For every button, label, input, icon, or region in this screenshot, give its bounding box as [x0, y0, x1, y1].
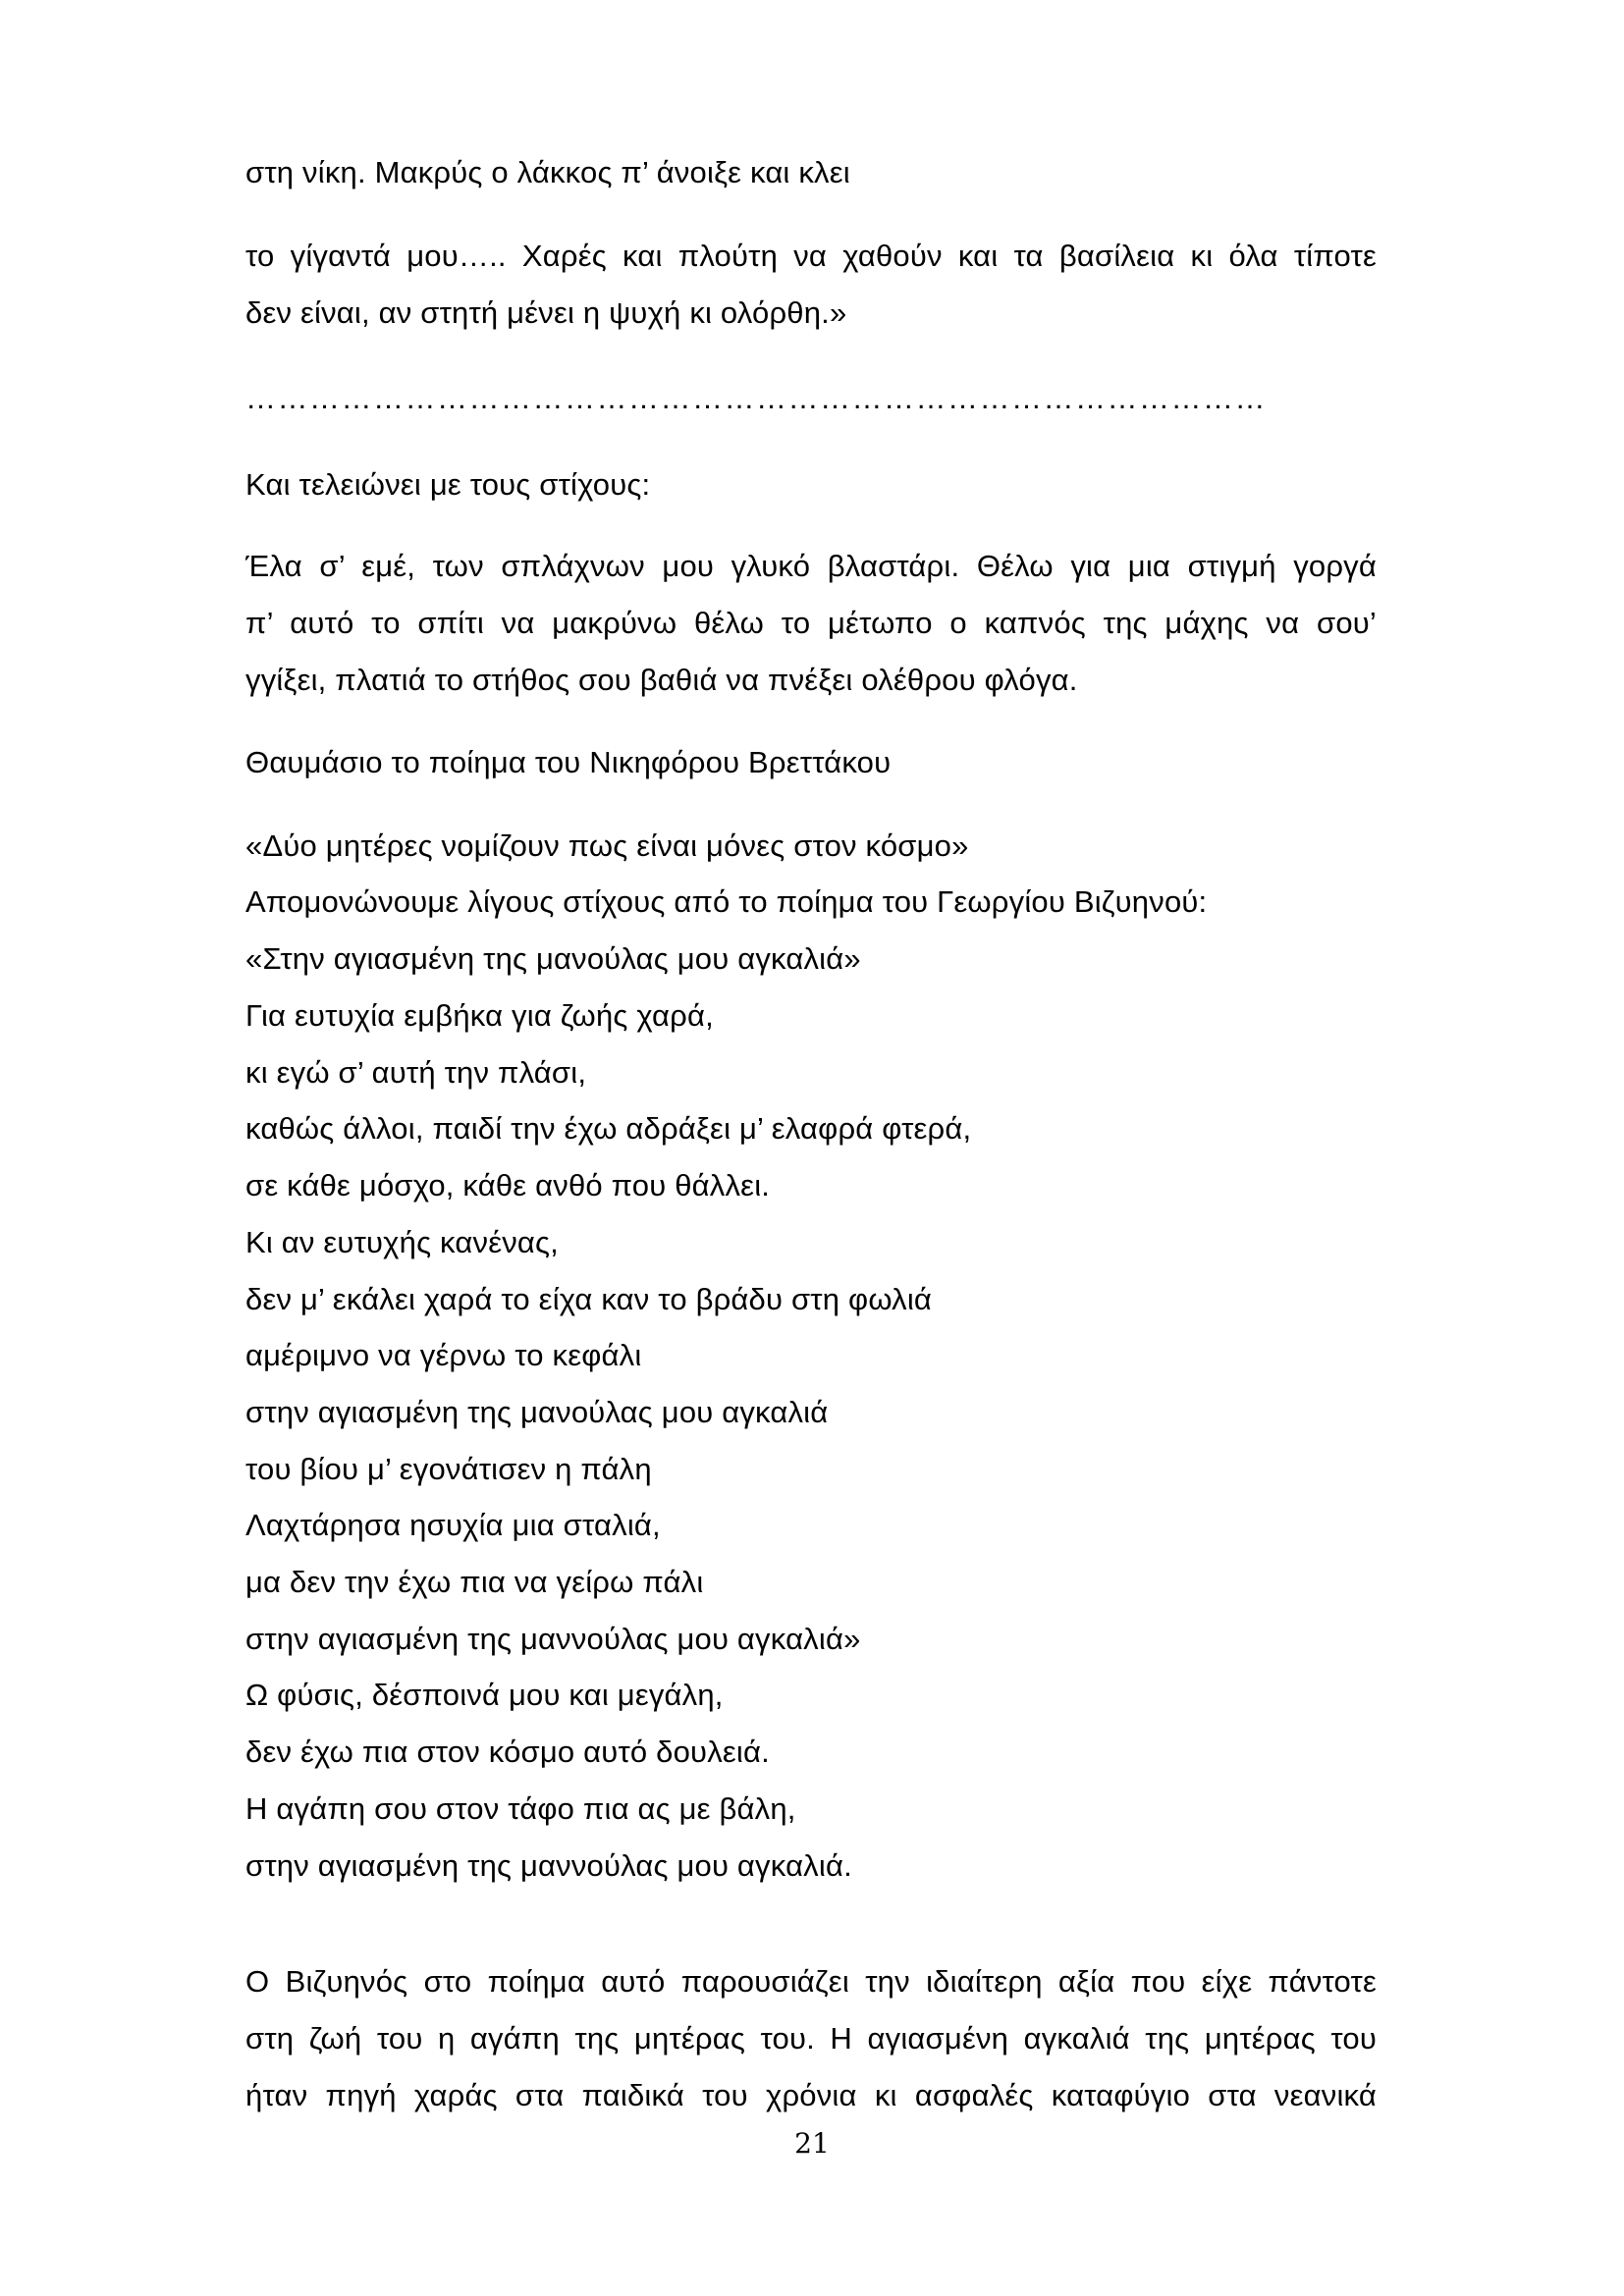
poem-title-line: «Στην αγιασμένη της μανούλας μου αγκαλιά» [245, 941, 861, 976]
poem-verse: στην αγιασμένη της μαννούλας μου αγκαλιά» [245, 1622, 861, 1656]
text-line: ήταν πηγή χαράς στα παιδικά του χρόνια κι ασφαλές καταφύγιο στα νεανικά [245, 2078, 1377, 2112]
poem-verse: δεν έχω πια στον κόσμο αυτό δουλειά. [245, 1735, 770, 1769]
poem-verse: δεν μ’ εκάλει χαρά το είχα καν το βράδυ στη φωλιά [245, 1282, 933, 1316]
poem-verse: μα δεν την έχω πια να γείρω πάλι [245, 1565, 704, 1599]
poem-verse: Κι αν ευτυχής κανένας, [245, 1225, 559, 1259]
text-line: το γίγαντά μου….. Χαρές και πλούτη να χαθούν και τα βασίλεια κι όλα τίποτε [245, 239, 1377, 273]
poem-verse: Λαχτάρησα ησυχία μια σταλιά, [245, 1508, 661, 1542]
text-line: δεν είναι, αν στητή μένει η ψυχή κι ολόρθη.» [245, 295, 847, 330]
poem-verse: του βίου μ’ εγονάτισεν η πάλη [245, 1452, 652, 1486]
poem-verse: Ω φύσις, δέσποινά μου και μεγάλη, [245, 1678, 724, 1712]
text-line: στη νίκη. Μακρύς ο λάκκος π’ άνοιξε και κλει [245, 155, 850, 189]
text-line: στη ζωή του η αγάπη της μητέρας του. Η αγιασμένη αγκαλιά της μητέρας του [245, 2021, 1377, 2056]
poem-verse: σε κάθε μόσχο, κάθε ανθό που θάλλει. [245, 1168, 771, 1202]
text-line: π’ αυτό το σπίτι να μακρύνω θέλω το μέτωπο ο καπνός της μάχης να σου’ [245, 606, 1377, 640]
poem-verse: καθώς άλλοι, παιδί την έχω αδράξει μ’ ελαφρά φτερά, [245, 1111, 972, 1146]
poem-verse: αμέριμνο να γέρνω το κεφάλι [245, 1338, 642, 1372]
poem-verse: Η αγάπη σου στον τάφο πια ας με βάλη, [245, 1791, 796, 1826]
poem-verse: στην αγιασμένη της μαννούλας μου αγκαλιά. [245, 1848, 852, 1883]
poem-verse: στην αγιασμένη της μανούλας μου αγκαλιά [245, 1395, 829, 1429]
intro-line: Και τελειώνει με τους στίχους: [245, 467, 651, 502]
text-line: Έλα σ’ εμέ, των σπλάχνων μου γλυκό βλαστάρι. Θέλω για μια στιγμή γοργά [245, 549, 1377, 583]
vrettakos-title: «Δύο μητέρες νομίζουν πως είναι μόνες στον κόσμο» [245, 828, 969, 863]
vizyinos-intro: Απομονώνουμε λίγους στίχους από το ποίημα του Γεωργίου Βιζυηνού: [245, 884, 1208, 919]
text-line: γγίξει, πλατιά το στήθος σου βαθιά να πνέξει ολέθρου φλόγα. [245, 663, 1078, 697]
page-number: 21 [794, 2127, 830, 2160]
text-line: Ο Βιζυηνός στο ποίημα αυτό παρουσιάζει την ιδιαίτερη αξία που είχε πάντοτε [245, 1964, 1377, 1999]
poem-verse: Για ευτυχία εμβήκα για ζωής χαρά, [245, 998, 714, 1033]
vrettakos-line: Θαυμάσιο το ποίημα του Νικηφόρου Βρεττάκου [245, 745, 892, 779]
ellipsis-separator: …………………………………………………………………………………… [245, 381, 1267, 415]
poem-verse: κι εγώ σ’ αυτή την πλάσι, [245, 1055, 587, 1090]
